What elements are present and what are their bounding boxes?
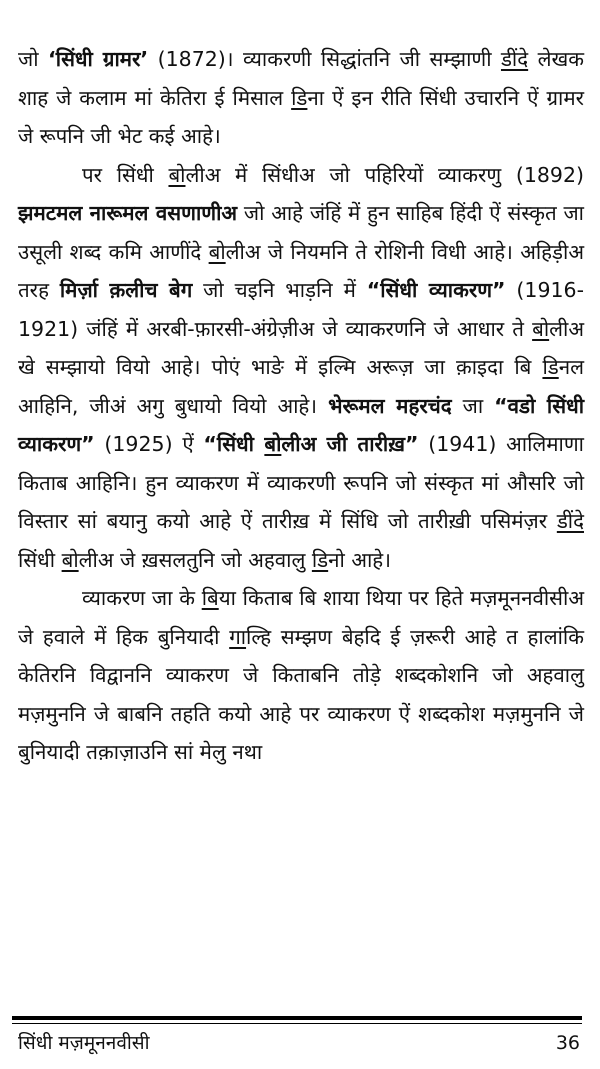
text-run: लीअ जे ख़सलतुनि जो अहवालु xyxy=(78,547,312,572)
text-run: लीअ में सिंधीअ जो पहिरियों व्याकरणु (1892) xyxy=(185,162,584,187)
text-run: नो आहे। xyxy=(328,547,391,572)
bold-text: ‘सिंधी ग्रामर’ xyxy=(47,47,149,71)
underlined-text: बि xyxy=(201,586,219,610)
text-run: ना ऐं इन रीति सिंधी उचारनि ऐं ग्रामर जे रूपनि जी भेट कई आहे। xyxy=(18,85,584,148)
bold-text: “वडो सिंधी व्याकरण” xyxy=(18,393,585,456)
paragraph xyxy=(18,40,584,156)
text-run: (1925) ऐं xyxy=(94,432,204,456)
text-run: जो आहे जंहिं में हुन साहिब हिंदी ऐं संस्कृत जा उसूली शब्द कमि आणींदे xyxy=(18,201,584,264)
text-run: व्याकरण जा के xyxy=(82,586,202,610)
text-run: जो चइनि भाड़नि में xyxy=(192,278,367,302)
underlined-text: बो xyxy=(61,547,79,572)
text-run: जो xyxy=(18,47,48,71)
text-run: या किताब बि शाया थिया पर हिते मज़मूननवीसीअ जे हवाले में हिक बुनियादी xyxy=(18,586,584,649)
text-run: ल्हि सम्झण बेहदि ई ज़रूरी आहे त हालांकि केतिरनि विद्वाननि व्याकरण जे किताबनि तोड़े शब्दकोशनि जो अहवालु मज़मुननि जे बाबनि तहति कयो आहे पर व्याकरण ऐं शब्दकोश मज़मुननि जे बुनियादी तक़ाज़ाउनि सां मेलु नथा xyxy=(18,624,584,764)
footer-page-number: 36 xyxy=(555,1032,580,1054)
text-run: लेखक शाह जे कलाम मां केतिरा ई मिसाल xyxy=(18,47,584,110)
bold-text: भेरूमल महरचंद xyxy=(328,393,452,418)
underlined-text: डि xyxy=(542,355,559,379)
text-run: सिंधी xyxy=(18,547,62,572)
bold-text: झमटमल नारूमल वसणाणीअ xyxy=(18,201,238,225)
bold-text: बो xyxy=(264,432,282,456)
bold-text: लीअ जी तारीख़” xyxy=(281,432,419,456)
underlined-text: बो xyxy=(168,162,186,187)
bold-text: “सिंधी व्याकरण” xyxy=(366,278,506,302)
body-text xyxy=(18,40,584,772)
text-run: जा xyxy=(451,393,495,418)
underlined-text: डि xyxy=(311,547,329,572)
text-run: नल आहिनि, जीअं अगु बुधायो वियो आहे। xyxy=(18,355,584,418)
bold-text: “सिंधी xyxy=(203,432,265,456)
text-run: (1916-1921) जंहिं में अरबी-फ़ारसी-अंग्रेज़ीअ जे व्याकरणनि जे आधार ते xyxy=(18,278,584,341)
text-run: लीअ जे नियमनि ते रोशिनी विधी आहे। अहिड़ीअ तरह xyxy=(18,239,584,302)
footer-book-title: सिंधी मज़मूननवीसी xyxy=(18,1032,150,1054)
text-run: लीअ खे सम्झायो वियो आहे। पोएं भाङे में इल्मि अरूज़ जा क़ाइदा बि xyxy=(18,316,584,379)
bold-text: मिर्ज़ा क़लीच बेग xyxy=(59,278,193,302)
underlined-text: डि xyxy=(291,85,308,110)
footer-rule-thick xyxy=(12,1016,582,1020)
underlined-text: गा xyxy=(229,624,247,649)
paragraph xyxy=(18,579,584,772)
text-run: पर सिंधी xyxy=(82,162,169,187)
paragraph xyxy=(18,156,584,580)
underlined-text: डींदे xyxy=(500,47,529,71)
text-run: (1941) आलिमाणा किताब आहिनि। हुन व्याकरण में व्याकरणी रूपनि जो संस्कृत मां औसरि जो विस्तार सां बयानु कयो आहे ऐं तारीख़ में सिंधि जो तारीख़ी पसिमंज़र xyxy=(18,432,584,533)
underlined-text: बो xyxy=(208,239,226,264)
underlined-text: बो xyxy=(532,316,550,341)
text-run: (1872)। व्याकरणी सिद्धांतनि जी सम्झाणी xyxy=(148,47,501,71)
footer-rule-thin xyxy=(12,1023,582,1024)
underlined-text: डींदे xyxy=(556,509,584,533)
